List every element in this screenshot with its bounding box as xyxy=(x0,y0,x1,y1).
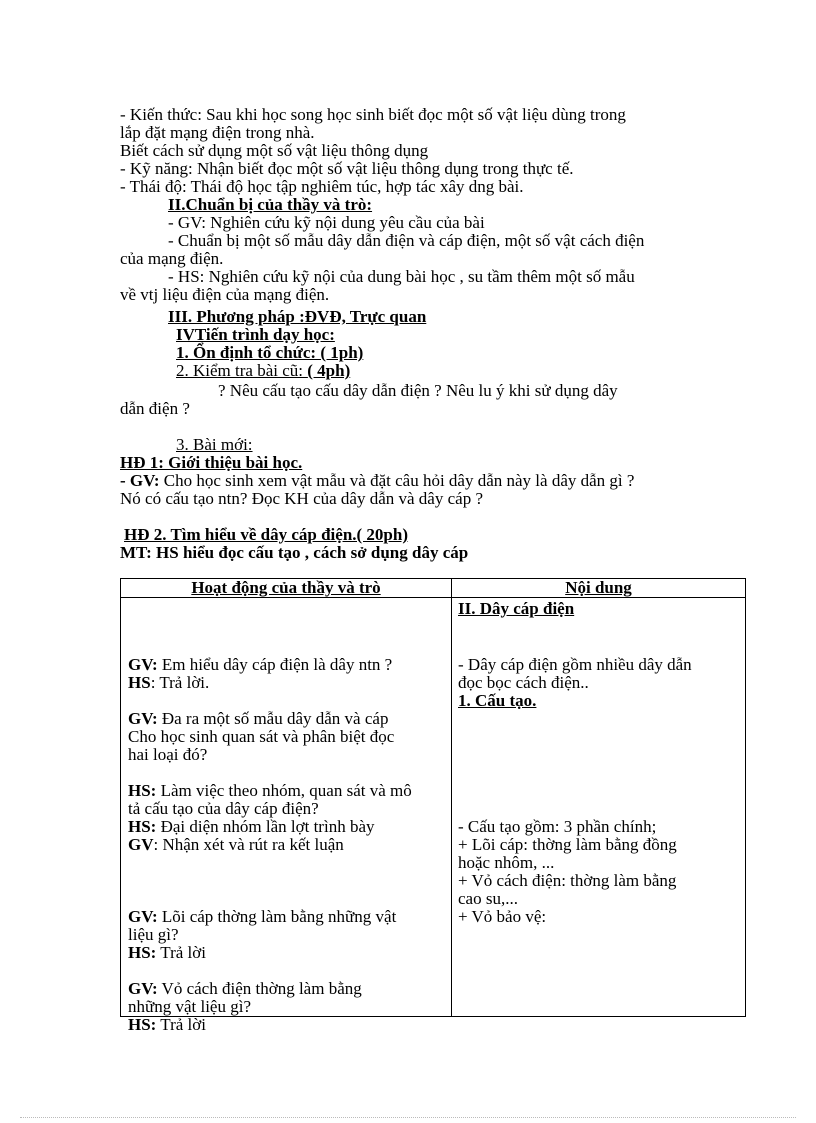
list-item: GV: Lõi cáp thờng làm bằng những vật xyxy=(128,907,397,926)
section-heading: IVTiến trình dạy học: xyxy=(176,325,335,344)
text-line: dẫn điện ? xyxy=(120,399,190,418)
content-line: cao su,... xyxy=(458,889,518,908)
content-cell xyxy=(452,598,746,1017)
content-line: + Vỏ cách điện: thờng làm bằng xyxy=(458,871,677,890)
text-line: Biết cách sử dụng một số vật liệu thông dụng xyxy=(120,141,429,160)
list-item: GV: Đa ra một số mẫu dây dẫn và cáp xyxy=(128,709,389,728)
subheading: 3. Bài mới: xyxy=(176,435,253,454)
gv-label: - GV: xyxy=(120,471,160,490)
text-line: ? Nêu cấu tạo cấu dây dẫn điện ? Nêu lu ý khi sử dụng dây xyxy=(218,381,618,400)
list-item: HS: Trả lời. xyxy=(128,673,210,692)
text-line: - Kiến thức: Sau khi học song học sinh biết đọc một số vật liệu dùng trong xyxy=(120,105,626,124)
text: Cho học sinh xem vật mẫu và đặt câu hỏi dây dẫn này là dây dẫn gì ? xyxy=(159,471,635,490)
list-item: HS: Làm việc theo nhóm, quan sát và mô xyxy=(128,781,412,800)
activity-cell xyxy=(121,598,452,1034)
content-line: - Dây cáp điện gồm nhiều dây dẫn xyxy=(458,655,692,674)
column-header: Hoạt động của thầy và trò xyxy=(121,579,452,598)
content-line: đọc bọc cách điện.. xyxy=(458,673,589,692)
lesson-table xyxy=(120,578,746,1034)
content-line: - Cấu tạo gồm: 3 phần chính; xyxy=(458,817,657,836)
text-line: - HS: Nghiên cứu kỹ nội của dung bài học , su tầm thêm một số mẫu xyxy=(168,267,635,286)
text-line xyxy=(176,362,350,380)
section-heading: II.Chuẩn bị của thầy và trò: xyxy=(168,195,373,214)
list-item: GV: Em hiểu dây cáp điện là dây ntn ? xyxy=(128,655,393,674)
list-item: hai loại đó? xyxy=(128,745,208,764)
text-line: về vtj liệu điện của mạng điện. xyxy=(120,285,330,304)
text-line: của mạng điện. xyxy=(120,249,224,268)
list-item: HS: Đại diện nhóm lần lợt trình bày xyxy=(128,817,375,836)
list-item: Cho học sinh quan sát và phân biệt đọc xyxy=(128,727,395,746)
list-item: HS: Trả lời xyxy=(128,1015,206,1034)
list-item: HS: Trả lời xyxy=(128,943,206,962)
section-heading: HĐ 2. Tìm hiểu về dây cáp điện.( 20ph) xyxy=(124,525,409,544)
section-heading: III. Phương pháp :ĐVĐ, Trực quan xyxy=(168,307,427,326)
content-heading: 1. Cấu tạo. xyxy=(458,691,537,710)
text-line: Nó có cấu tạo ntn? Đọc KH của dây dẫn và dây cáp ? xyxy=(120,489,483,508)
section-heading: HĐ 1: Giới thiệu bài học. xyxy=(120,453,303,472)
content-heading: II. Dây cáp điện xyxy=(458,599,575,618)
column-header: Nội dung xyxy=(452,579,746,598)
text-line: - Chuẩn bị một số mẫu dây dẫn điện và cáp điện, một số vật cách điện xyxy=(168,231,645,250)
content-line: hoặc nhôm, ... xyxy=(458,853,555,872)
objective-line: MT: HS hiểu đọc cấu tạo , cách sở dụng dây cáp xyxy=(120,543,469,562)
text-line: - GV: Nghiên cứu kỹ nội dung yêu cầu của bài xyxy=(168,213,485,232)
text-line: - Kỹ năng: Nhận biết đọc một số vật liệu thông dụng trong thực tế. xyxy=(120,159,574,178)
list-item: tả cấu tạo của dây cáp điện? xyxy=(128,799,319,818)
text-line xyxy=(120,472,634,490)
content-line: + Vỏ bảo vệ: xyxy=(458,907,547,926)
page-divider xyxy=(20,1117,796,1118)
content-line: + Lõi cáp: thờng làm bằng đồng xyxy=(458,835,677,854)
section-heading: 1. Ổn định tổ chức: ( 1ph) xyxy=(176,343,364,362)
text-line: - Thái độ: Thái độ học tập nghiêm túc, hợp tác xây dng bài. xyxy=(120,177,524,196)
subheading: 2. Kiểm tra bài cũ: xyxy=(176,361,308,380)
list-item: những vật liệu gì? xyxy=(128,997,251,1016)
text-line: lắp đặt mạng điện trong nhà. xyxy=(120,123,315,142)
list-item: GV: Nhận xét và rút ra kết luận xyxy=(128,835,344,854)
list-item: GV: Vỏ cách điện thờng làm bằng xyxy=(128,979,362,998)
list-item: liệu gì? xyxy=(128,925,179,944)
duration: ( 4ph) xyxy=(307,361,351,380)
